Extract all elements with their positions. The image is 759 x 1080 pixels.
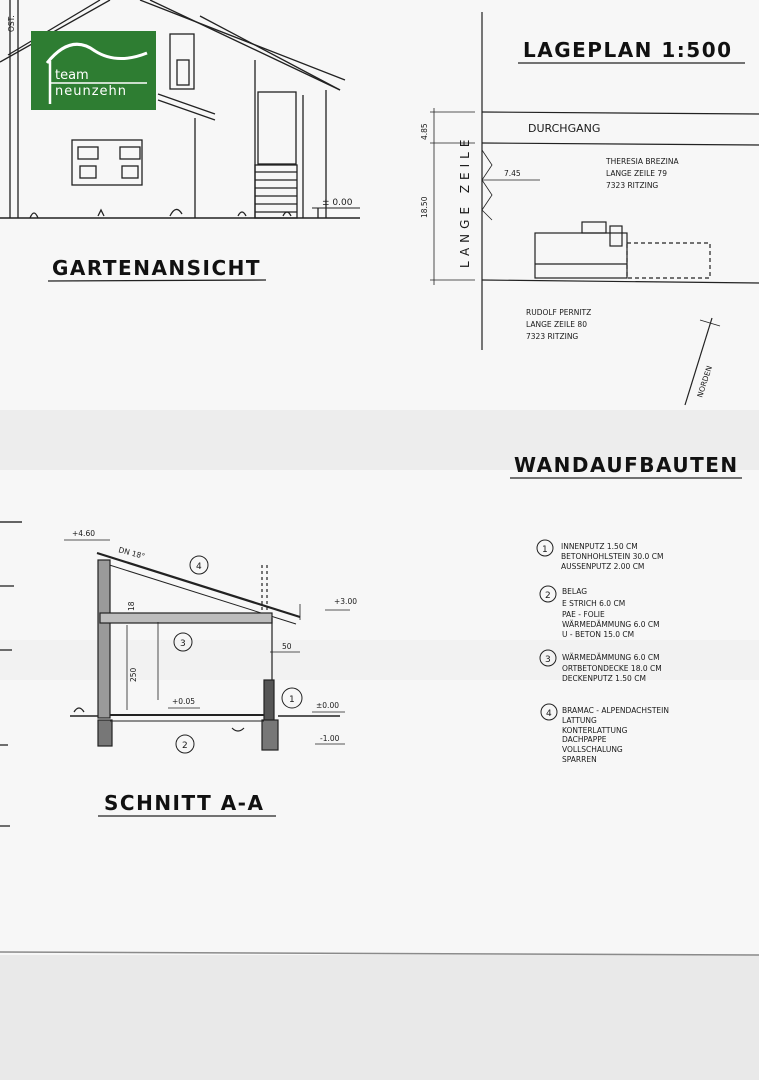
section-marker-4-label: 4 bbox=[196, 562, 202, 572]
wall-build-line: INNENPUTZ 1.50 CM bbox=[561, 542, 638, 551]
wall-build-line: KONTERLATTUNG bbox=[562, 726, 628, 735]
wall-build-line: SPARREN bbox=[562, 755, 597, 764]
section-marker-1-label: 1 bbox=[289, 695, 295, 705]
wall-build-line: LATTUNG bbox=[562, 716, 597, 725]
garden-view-title: GARTENANSICHT bbox=[52, 256, 262, 280]
wall-build-line: WÄRMEDÄMMUNG 6.0 CM bbox=[562, 653, 660, 662]
wall-build-line: BRAMAC - ALPENDACHSTEIN bbox=[562, 706, 669, 715]
wall-build-line: U - BETON 15.0 CM bbox=[562, 630, 635, 639]
wall-build-line: BELAG bbox=[562, 587, 588, 596]
sheet-edge-text: OST. bbox=[7, 15, 16, 32]
site-plan-street: LANGE ZEILE bbox=[458, 134, 472, 268]
north-arrow-label: NORDEN bbox=[695, 364, 715, 399]
logo-line-2: neunzehn bbox=[55, 84, 128, 99]
section-level-floor: +0.05 bbox=[172, 697, 195, 706]
wall-build-number: 1 bbox=[542, 545, 548, 555]
wall-build-line: DECKENPUTZ 1.50 CM bbox=[562, 674, 646, 683]
section-level-ground: ±0.00 bbox=[316, 701, 339, 710]
wall-build-line: E STRICH 6.0 CM bbox=[562, 599, 626, 608]
section-roof-pitch: DN 18° bbox=[117, 545, 146, 561]
garden-view-level: ± 0.00 bbox=[322, 198, 353, 208]
wall-build-number: 3 bbox=[545, 655, 551, 665]
section-marker-2-label: 2 bbox=[182, 741, 188, 751]
wall-build-title: WANDAUFBAUTEN bbox=[514, 453, 739, 477]
wall-build-line: DACHPAPPE bbox=[562, 735, 607, 744]
logo-line-1: team bbox=[55, 68, 89, 83]
site-plan-dim-top: 4.85 bbox=[420, 123, 429, 140]
neighbor-top-line-3: 7323 RITZING bbox=[606, 181, 659, 190]
wall-build-line: BETONHOHLSTEIN 30.0 CM bbox=[561, 552, 664, 561]
neighbor-bottom-line-3: 7323 RITZING bbox=[526, 332, 579, 341]
wall-build-line: ORTBETONDECKE 18.0 CM bbox=[562, 664, 662, 673]
section-thickness: 18 bbox=[127, 601, 136, 611]
wall-build-line: VOLLSCHALUNG bbox=[562, 745, 623, 754]
section-height: 250 bbox=[129, 667, 138, 682]
section-title: SCHNITT A-A bbox=[104, 791, 265, 815]
neighbor-top-line-2: LANGE ZEILE 79 bbox=[606, 169, 667, 178]
neighbor-bottom-line-1: RUDOLF PERNITZ bbox=[526, 308, 592, 317]
section-marker-3-label: 3 bbox=[180, 639, 186, 649]
site-plan-title: LAGEPLAN 1:500 bbox=[523, 38, 733, 62]
neighbor-bottom-line-2: LANGE ZEILE 80 bbox=[526, 320, 587, 329]
team-neunzehn-logo bbox=[31, 31, 156, 110]
wall-build-line: WÄRMEDÄMMUNG 6.0 CM bbox=[562, 620, 660, 629]
section-dim-small: 50 bbox=[282, 642, 292, 651]
site-plan-dim-side: 18.50 bbox=[420, 196, 429, 218]
wall-build-line: AUSSENPUTZ 2.00 CM bbox=[561, 562, 645, 571]
section-level-top: +4.60 bbox=[72, 529, 95, 538]
site-plan-passage: DURCHGANG bbox=[528, 122, 601, 135]
wall-build-number: 2 bbox=[545, 591, 551, 601]
wall-build-number: 4 bbox=[546, 709, 552, 719]
wall-build-line: PAE - FOLIE bbox=[562, 610, 605, 619]
section-level-foundation: -1.00 bbox=[320, 734, 340, 743]
site-plan-dim-inner: 7.45 bbox=[504, 169, 521, 178]
section-level-eave: +3.00 bbox=[334, 597, 357, 606]
neighbor-top-line-1: THERESIA BREZINA bbox=[606, 157, 679, 166]
